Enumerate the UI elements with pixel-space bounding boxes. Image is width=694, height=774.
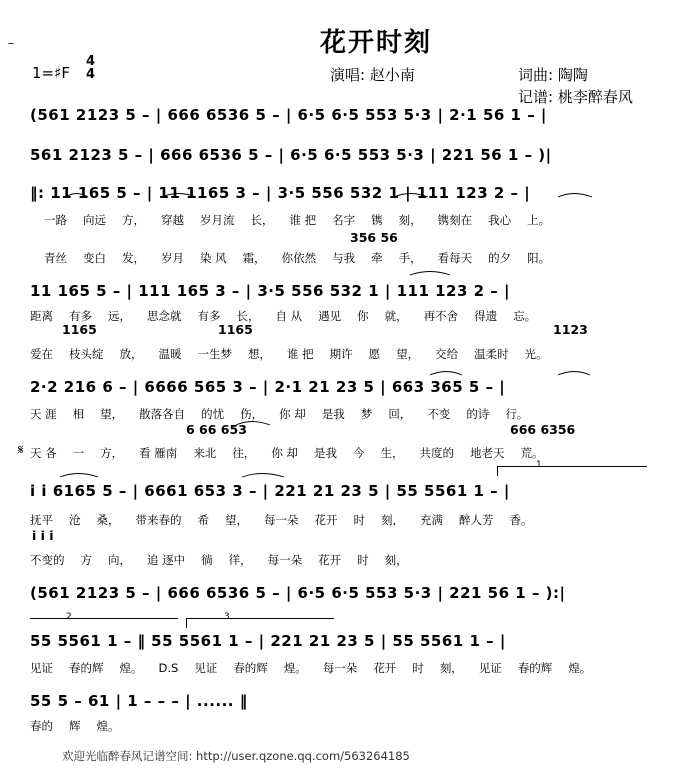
lyric-segment: 天 各 xyxy=(30,446,57,460)
volta-1-label: 1 xyxy=(536,460,542,470)
notation-row-6: i i 6165 5 – | 6661 653 3 – | 221 21 23 5 | 55 5561 1 – | xyxy=(30,482,510,500)
lyric-segment: 就， xyxy=(384,309,408,323)
lyric-segment: 你 却 xyxy=(271,446,298,460)
alt-notes-4c: 1123 xyxy=(553,322,588,337)
lyric-segment: 桑， xyxy=(96,513,120,527)
lyric-segment: 你 却 xyxy=(279,407,306,421)
lyric-segment: 散落各自 xyxy=(139,407,186,421)
lyric-segment: 的忧 xyxy=(201,407,225,421)
slur xyxy=(236,422,270,426)
segno-sign: 𝄋 xyxy=(18,443,24,458)
lyric-segment: 香。 xyxy=(509,513,533,527)
key-signature: 1=♯F xyxy=(32,64,70,82)
lyric-segment: 时 xyxy=(353,513,365,527)
lyric-segment: 天 涯 xyxy=(30,407,57,421)
lyric-segment: 春的辉 xyxy=(517,661,553,675)
lyric-segment: 镌刻在 xyxy=(437,213,473,227)
lyric-segment: 醉人芳 xyxy=(459,513,494,527)
lyric-segment: 有多 xyxy=(69,309,92,323)
lyric-segment: 辉 xyxy=(69,719,81,733)
lyric-segment: 见证 xyxy=(478,661,502,675)
lyric-segment: 伤， xyxy=(240,407,264,421)
time-signature-bottom: 4 xyxy=(86,67,96,82)
footer-credit: 欢迎光临醉春风记谱空间: http://user.qzone.qq.com/563264185 xyxy=(62,749,410,763)
lyric-segment: 遇见 xyxy=(318,309,342,323)
lyric-segment: 光。 xyxy=(524,347,548,361)
lyric-segment: 方 xyxy=(80,553,92,567)
alt-notes-4a: 1165 xyxy=(62,322,97,337)
notation-row-5: 2·2 216 6 – | 6666 565 3 – | 2·1 21 23 5 | 663 365 5 – | xyxy=(30,378,506,396)
lyric-segment: 长， xyxy=(250,213,274,227)
lyric-segment: 再不舍 xyxy=(423,309,459,323)
lyric-segment: 煌。 xyxy=(283,661,307,675)
lyric-segment: 徉， xyxy=(228,553,252,567)
lyric-segment: 追 逐中 xyxy=(147,553,186,567)
slur xyxy=(242,474,284,478)
lyric-segment: 今 xyxy=(352,446,365,460)
lyric-segment: 每一朵 xyxy=(264,513,299,527)
lyric-segment: 望， xyxy=(396,347,420,361)
time-signature-top: 4 xyxy=(86,54,96,69)
alt-notes-5a: 6 66 653 xyxy=(186,422,247,437)
lyric-segment: 时 xyxy=(357,553,369,567)
lyric-segment: 想， xyxy=(248,347,271,361)
lyric-segment: 向远 xyxy=(83,213,106,227)
lyric-segment: 来北 xyxy=(193,446,217,460)
lyric-segment: 发， xyxy=(122,251,145,265)
lyric-segment: 不变的 xyxy=(30,553,65,567)
lyric-segment: 不变 xyxy=(427,407,451,421)
lyric-segment: 每一朵 xyxy=(267,553,303,567)
lyric-segment: 霜， xyxy=(242,251,266,265)
lyric-segment: 望， xyxy=(225,513,248,527)
lyric-segment: 共度的 xyxy=(419,446,454,460)
lyric-segment: 花开 xyxy=(318,553,342,567)
lyric-segment: 刻， xyxy=(398,213,422,227)
slur xyxy=(558,372,590,376)
lyric-segment: 是我 xyxy=(313,446,337,460)
lyric-segment: 放， xyxy=(119,347,143,361)
notation-row-interlude: (561 2123 5 – | 666 6536 5 – | 6·5 6·5 553 5·3 | 221 56 1 – ):| xyxy=(30,584,566,602)
lyric-segment: 沧 xyxy=(69,513,81,527)
transcriber-credit: 记谱: 桃李醉春风 xyxy=(518,88,633,106)
lyric-segment: D.S xyxy=(158,661,179,675)
lyric-segment: 方， xyxy=(100,446,124,460)
notation-row-intro: (561 2123 5 – | 666 6536 5 – | 6·5 6·5 553 5·3 | 2·1 56 1 – | xyxy=(30,106,547,124)
lyric-segment: 春的辉 xyxy=(69,661,104,675)
lyric-segment: 刻， xyxy=(439,661,463,675)
lyric-segment: 一路 xyxy=(44,213,67,227)
lyric-segment: 上。 xyxy=(527,213,551,227)
lyric-segment: 刻， xyxy=(384,553,408,567)
slur xyxy=(558,194,592,198)
lyric-segment: 名字 xyxy=(332,213,356,227)
volta-3-label: 3 xyxy=(224,612,230,622)
lyric-segment: 见证 xyxy=(194,661,218,675)
lyric-segment: 地老天 xyxy=(469,446,505,460)
header-dash: – xyxy=(8,36,14,50)
lyric-segment: 带来春的 xyxy=(135,513,182,527)
lyric-segment: 青丝 xyxy=(44,251,67,265)
lyric-segment: 煌。 xyxy=(119,661,143,675)
lyric-segment: 荒。 xyxy=(520,446,544,460)
lyric-segment: 花开 xyxy=(314,513,338,527)
lyric-segment: 你依然 xyxy=(281,251,317,265)
lyric-segment: 时 xyxy=(412,661,424,675)
lyric-segment: 谁 把 xyxy=(289,213,317,227)
lyric-segment: 交给 xyxy=(435,347,459,361)
lyric-segment: 与我 xyxy=(332,251,356,265)
alt-notes-6: i i i xyxy=(32,528,54,543)
singer-credit: 演唱: 赵小南 xyxy=(330,66,415,84)
lyric-segment: 期许 xyxy=(329,347,353,361)
lyric-segment: 春的 xyxy=(30,719,53,733)
lyric-segment: 看每天 xyxy=(437,251,473,265)
slur xyxy=(410,272,450,276)
lyric-segment: 阳。 xyxy=(527,251,551,265)
notation-row-2: 561 2123 5 – | 666 6536 5 – | 6·5 6·5 553 5·3 | 221 56 1 – )| xyxy=(30,146,552,164)
lyric-segment: 见证 xyxy=(30,661,53,675)
lyric-segment: 枝头绽 xyxy=(69,347,104,361)
lyric-segment: 的诗 xyxy=(466,407,490,421)
lyric-segment: 煌。 xyxy=(568,661,592,675)
lyric-segment: 温柔时 xyxy=(474,347,509,361)
lyric-segment: 一生梦 xyxy=(197,347,232,361)
lyric-segment: 手， xyxy=(398,251,422,265)
lyric-segment: 行。 xyxy=(505,407,529,421)
notation-row-4: 11 165 5 – | 111 165 3 – | 3·5 556 532 1 | 111 123 2 – | xyxy=(30,282,511,300)
lyric-segment: 谁 把 xyxy=(287,347,314,361)
alt-notes-5b: 666 6356 xyxy=(510,422,576,437)
lyric-segment: 远， xyxy=(108,309,131,323)
lyric-segment: 抚平 xyxy=(30,513,53,527)
lyric-segment: 相 xyxy=(72,407,85,421)
slur xyxy=(430,372,462,376)
lyric-segment: 你 xyxy=(357,309,369,323)
lyric-segment: 徜 xyxy=(201,553,213,567)
lyric-segment: 生， xyxy=(380,446,404,460)
lyric-segment: 刻， xyxy=(381,513,404,527)
lyric-segment: 愿 xyxy=(368,347,381,361)
lyric-segment: 岁月流 xyxy=(200,213,235,227)
song-title: 花开时刻 xyxy=(320,28,433,58)
alt-notes-4b: 1165 xyxy=(218,322,253,337)
lyric-segment: 距离 xyxy=(30,309,53,323)
slur xyxy=(394,194,428,198)
lyric-segment: 充满 xyxy=(420,513,443,527)
slur xyxy=(162,194,196,198)
lyric-segment: 望， xyxy=(100,407,124,421)
lyric-segment: 变白 xyxy=(83,251,106,265)
lyricist-credit: 词曲: 陶陶 xyxy=(518,66,588,84)
lyric-segment: 花开 xyxy=(373,661,397,675)
lyric-segment: 是我 xyxy=(321,407,345,421)
lyric-segment: 岁月 xyxy=(161,251,184,265)
notation-row-9: 55 5 – 61 | 1 – – – | ...... ‖ xyxy=(30,692,248,710)
lyric-segment: 希 xyxy=(197,513,209,527)
alt-notes-3: 356 56 xyxy=(350,230,398,245)
lyric-segment: 煌。 xyxy=(96,719,120,733)
lyric-segment: 染 风 xyxy=(200,251,227,265)
lyric-segment: 爱在 xyxy=(30,347,53,361)
lyric-segment: 一 xyxy=(72,446,85,460)
lyric-segment: 牵 xyxy=(371,251,383,265)
slur xyxy=(60,474,98,478)
lyric-segment: 向， xyxy=(108,553,131,567)
lyric-segment: 穿越 xyxy=(161,213,184,227)
lyric-segment: 长， xyxy=(236,309,260,323)
lyric-segment: 的夕 xyxy=(488,251,512,265)
slur xyxy=(66,194,88,198)
lyric-segment: 思念就 xyxy=(147,309,182,323)
lyric-segment: 回， xyxy=(388,407,412,421)
lyric-segment: 温暖 xyxy=(158,347,182,361)
lyric-segment: 每一朵 xyxy=(322,661,358,675)
lyric-segment: 我心 xyxy=(488,213,512,227)
lyric-segment: 方， xyxy=(122,213,145,227)
lyric-segment: 忘。 xyxy=(513,309,537,323)
notation-row-3: ‖: 11 165 5 – | 11 1165 3 – | 3·5 556 532 1 | 111 123 2 – | xyxy=(30,184,531,202)
lyric-segment: 往， xyxy=(232,446,256,460)
lyric-segment: 有多 xyxy=(197,309,221,323)
notation-row-8: 55 5561 1 – ‖ 55 5561 1 – | 221 21 23 5 | 55 5561 1 – | xyxy=(30,632,506,650)
volta-2-label: 2 xyxy=(66,612,72,622)
lyric-segment: 看 雁南 xyxy=(139,446,178,460)
lyric-segment: 自 从 xyxy=(275,309,303,323)
lyric-segment: 得遗 xyxy=(474,309,498,323)
lyric-segment: 梦 xyxy=(360,407,373,421)
lyric-segment: 春的辉 xyxy=(233,661,268,675)
lyric-segment: 镌 xyxy=(371,213,383,227)
